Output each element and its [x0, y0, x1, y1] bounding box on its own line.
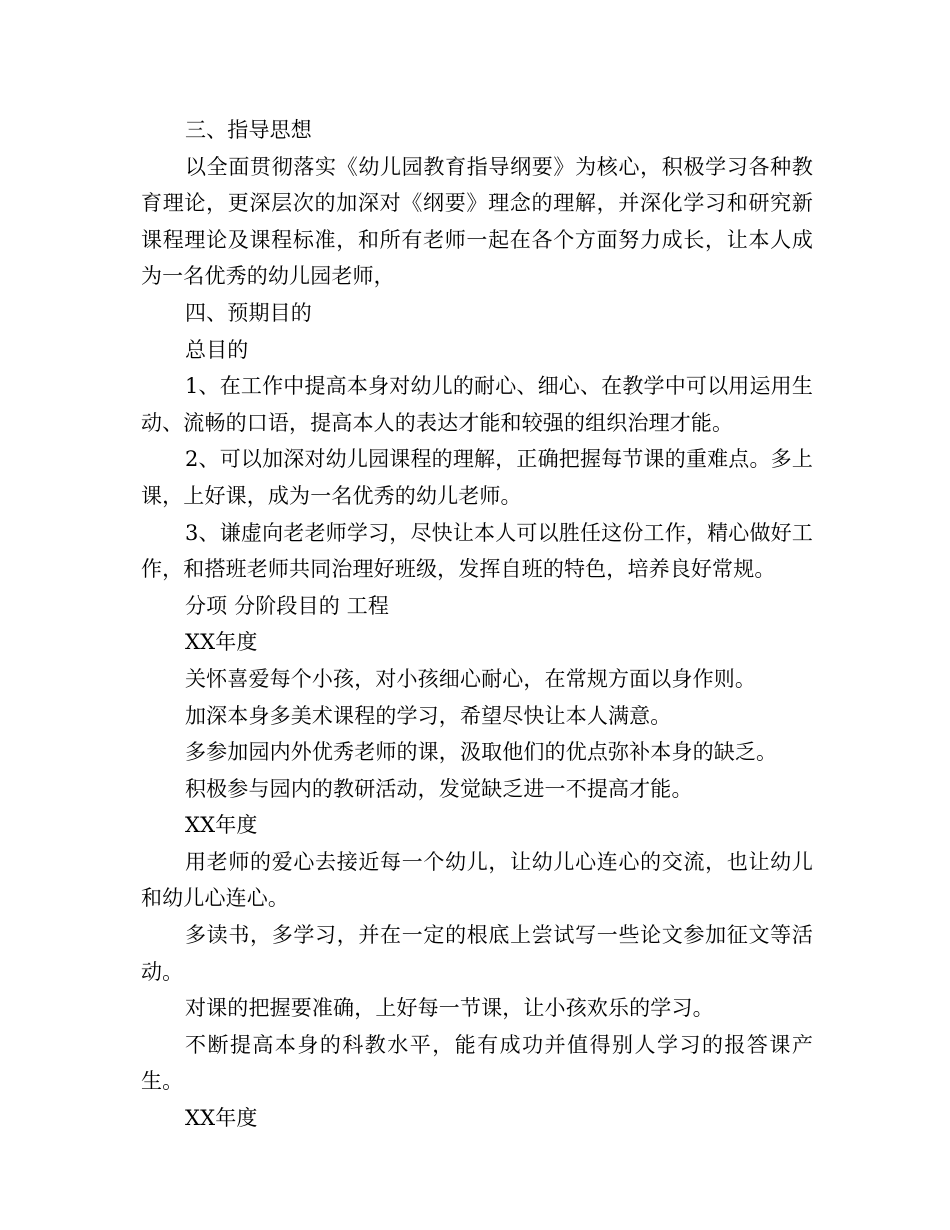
year2-item-2: 多读书，多学习，并在一定的根底上尝试写一些论文参加征文等活动。: [141, 923, 813, 984]
year2-item-1: 用老师的爱心去接近每一个幼儿，让幼儿心连心的交流，也让幼儿和幼儿心连心。: [141, 849, 813, 911]
year2-item-4: 不断提高本身的科教水平，能有成功并值得别人学习的报答课产生。: [141, 1032, 813, 1094]
year2-item-3: 对课的把握要准确，上好每一节课，让小孩欢乐的学习。: [185, 996, 714, 1021]
year1-item-3: 多参加园内外优秀老师的课，汲取他们的优点弥补本身的缺乏。: [185, 740, 778, 765]
year-heading-3: XX年度: [185, 1106, 258, 1131]
section-heading-guiding-thought: 三、指导思想: [185, 118, 312, 142]
year-heading-2: XX年度: [185, 813, 258, 838]
document-body: [141, 112, 813, 1137]
goal-item-3: 3、谦虚向老老师学习，尽快让本人可以胜任这份工作，精心做好工作，和搭班老师共同治理好班级，发挥自班的特色，培养良好常规。: [141, 520, 813, 582]
year1-item-1: 关怀喜爱每个小孩，对小孩细心耐心，在常规方面以身作则。: [185, 666, 757, 691]
goal-item-1: 1、在工作中提高本身对幼儿的耐心、细心、在教学中可以用运用生动、流畅的口语，提高本人的表达才能和较强的组织治理才能。: [141, 374, 813, 435]
subheading-overall-goal: 总目的: [185, 337, 249, 362]
year1-item-4: 积极参与园内的教研活动，发觉缺乏进一不提高才能。: [185, 776, 693, 801]
section-heading-expected-goals: 四、预期目的: [185, 300, 312, 325]
year1-item-2: 加深本身多美术课程的学习，希望尽快让本人满意。: [185, 703, 672, 728]
subheading-staged-goals: 分项 分阶段目的 工程: [185, 593, 389, 618]
year-heading-1: XX年度: [185, 630, 258, 655]
goal-item-2: 2、可以加深对幼儿园课程的理解，正确把握每节课的重难点。多上课，上好课，成为一名优秀的幼儿老师。: [141, 447, 813, 508]
paragraph-guiding-thought: 以全面贯彻落实《幼儿园教育指导纲要》为核心，积极学习各种教育理论，更深层次的加深对《纲要》理念的理解，并深化学习和研究新课程理论及课程标准，和所有老师一起在各个方面努力成长，让本人成为一名优秀的幼儿园老师，: [141, 154, 813, 289]
